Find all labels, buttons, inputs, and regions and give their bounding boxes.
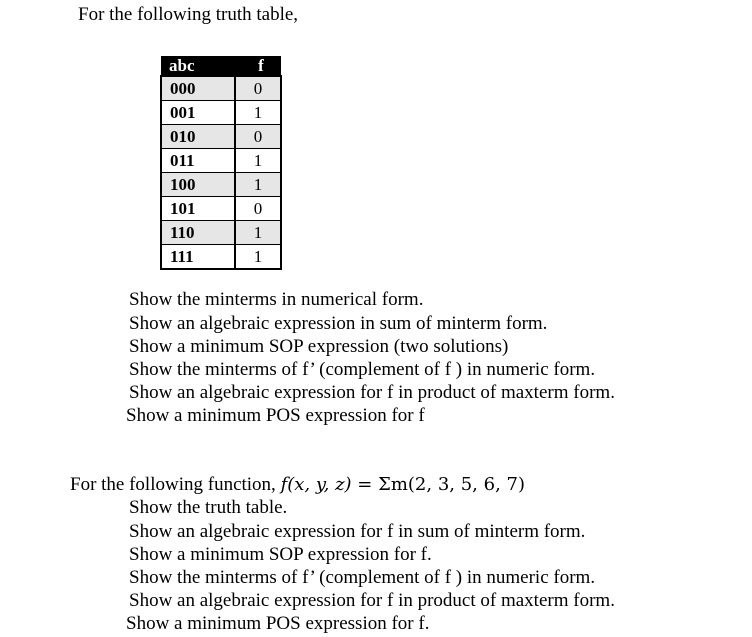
header-abc: abc — [161, 56, 235, 76]
function-rhs: Σm(2, 3, 5, 6, 7) — [378, 474, 525, 495]
part2-question: Show an algebraic expression for f in sum of minterm form. — [129, 521, 586, 542]
cell-abc: 111 — [161, 245, 235, 270]
cell-abc: 100 — [161, 173, 235, 197]
function-equals: = — [351, 474, 379, 495]
table-row — [161, 221, 281, 245]
part2-question: Show a minimum POS expression for f. — [126, 613, 430, 634]
part1-intro: For the following truth table, — [78, 4, 299, 25]
cell-abc: 110 — [161, 221, 235, 245]
part2-question: Show a minimum SOP expression for f. — [129, 544, 432, 565]
cell-abc: 000 — [161, 76, 235, 101]
part2-question: Show the minterms of f’ (complement of f ) in numeric form. — [129, 567, 596, 588]
cell-f: 1 — [235, 173, 281, 197]
part1-question: Show the minterms in numerical form. — [129, 289, 424, 310]
function-lhs: f(x, y, z) — [280, 474, 352, 495]
part2-intro-text: For the following function, — [70, 474, 276, 495]
table-row — [161, 245, 281, 270]
part1-question: Show the minterms of f’ (complement of f ) in numeric form. — [129, 359, 596, 380]
table-row — [161, 76, 281, 101]
truth-table — [160, 56, 282, 270]
table-row — [161, 125, 281, 149]
cell-f: 1 — [235, 149, 281, 173]
header-f: f — [235, 56, 281, 76]
table-row — [161, 197, 281, 221]
cell-abc: 011 — [161, 149, 235, 173]
part2-intro — [70, 474, 525, 496]
table-row — [161, 101, 281, 125]
cell-abc: 010 — [161, 125, 235, 149]
table-header-row — [161, 56, 281, 76]
part2-question: Show an algebraic expression for f in product of maxterm form. — [129, 590, 615, 611]
part1-question: Show a minimum SOP expression (two solutions) — [129, 336, 509, 357]
cell-f: 1 — [235, 101, 281, 125]
part1-question: Show an algebraic expression in sum of minterm form. — [129, 313, 548, 334]
cell-abc: 101 — [161, 197, 235, 221]
cell-f: 0 — [235, 76, 281, 101]
cell-abc: 001 — [161, 101, 235, 125]
cell-f: 1 — [235, 221, 281, 245]
cell-f: 0 — [235, 125, 281, 149]
table-row — [161, 149, 281, 173]
part1-question: Show an algebraic expression for f in product of maxterm form. — [129, 382, 615, 403]
part1-question: Show a minimum POS expression for f — [126, 405, 425, 426]
table-row — [161, 173, 281, 197]
cell-f: 1 — [235, 245, 281, 270]
cell-f: 0 — [235, 197, 281, 221]
part2-question: Show the truth table. — [129, 497, 288, 518]
